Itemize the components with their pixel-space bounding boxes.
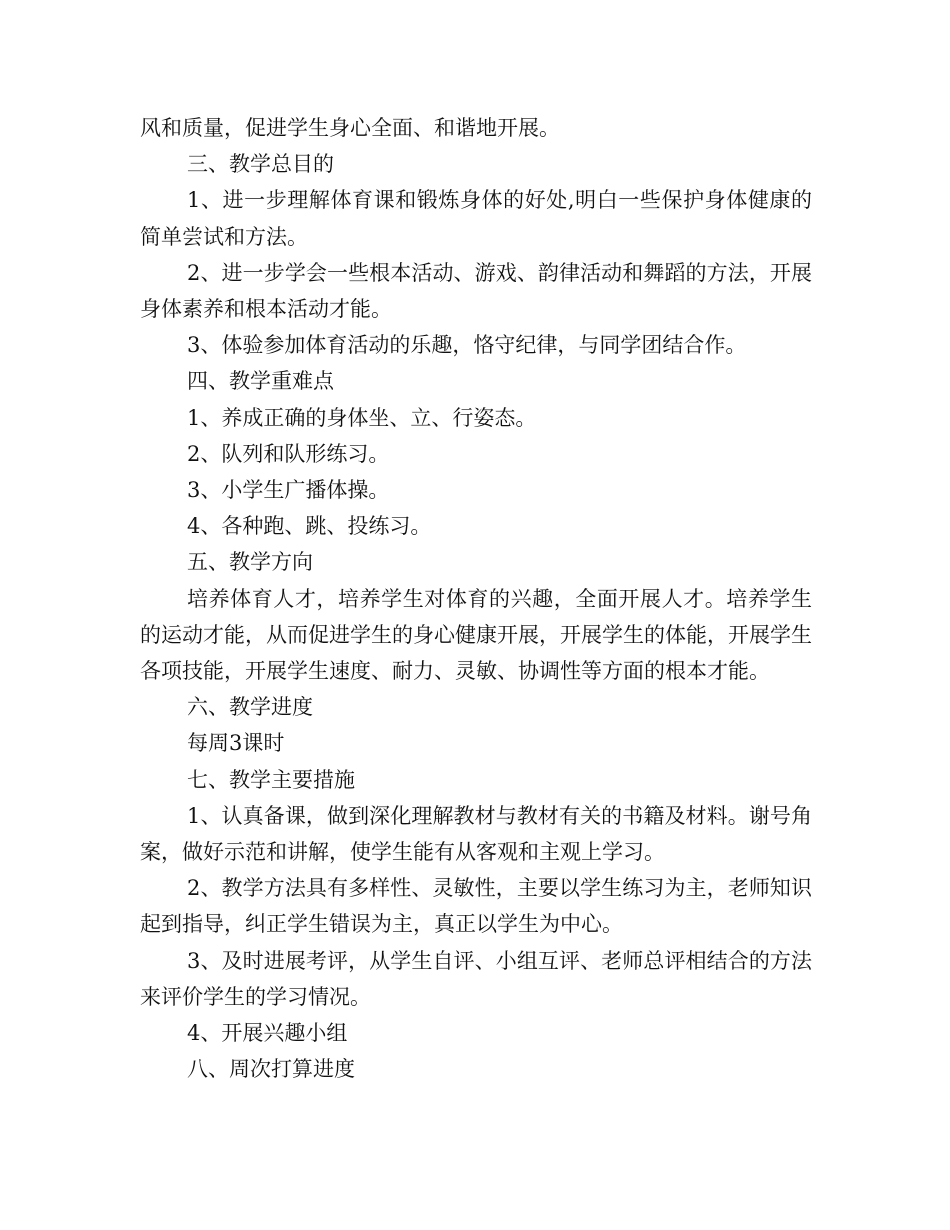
- goal-item-1: 1、进一步理解体育课和锻炼身体的好处,明白一些保护身体健康的简单尝试和方法。: [140, 188, 812, 249]
- section-heading-direction: 五、教学方向: [187, 550, 313, 575]
- measure-item-3: 3、及时进展考评，从学生自评、小组互评、老师总评相结合的方法来评价学生的学习情况。: [140, 948, 812, 1009]
- progress-paragraph: 每周3课时: [187, 731, 285, 756]
- measure-item-4: 4、开展兴趣小组: [187, 1021, 348, 1046]
- key-point-item-2: 2、队列和队形练习。: [187, 441, 390, 466]
- measure-item-2: 2、教学方法具有多样性、灵敏性，主要以学生练习为主，老师知识起到指导，纠正学生错误为主，真正以学生为中心。: [140, 876, 812, 937]
- section-heading-weekly-plan: 八、周次打算进度: [187, 1057, 355, 1082]
- key-point-item-3: 3、小学生广播体操。: [187, 478, 390, 503]
- goal-item-2: 2、进一步学会一些根本活动、游戏、韵律活动和舞蹈的方法，开展身体素养和根本活动才能。: [140, 260, 812, 322]
- section-heading-progress: 六、教学进度: [187, 695, 313, 720]
- document-page: [140, 110, 812, 1087]
- direction-paragraph: 培养体育人才，培养学生对体育的兴趣，全面开展人才。培养学生的运动才能，从而促进学生的身心健康开展，开展学生的体能，开展学生各项技能，开展学生速度、耐力、灵敏、协调性等方面的根本才能。: [140, 586, 812, 684]
- section-heading-key-points: 四、教学重难点: [187, 369, 334, 394]
- paragraph-continuation: 风和质量，促进学生身心全面、和谐地开展。: [140, 116, 560, 140]
- section-heading-measures: 七、教学主要措施: [187, 767, 355, 792]
- measure-item-1: 1、认真备课，做到深化理解教材与教材有关的书籍及材料。谢号角案，做好示范和讲解，使学生能有从客观和主观上学习。: [140, 803, 812, 865]
- goal-item-3: 3、体验参加体育活动的乐趣，恪守纪律，与同学团结合作。: [187, 333, 747, 358]
- key-point-item-1: 1、养成正确的身体坐、立、行姿态。: [187, 405, 537, 430]
- key-point-item-4: 4、各种跑、跳、投练习。: [187, 514, 432, 539]
- section-heading-goals: 三、教学总目的: [187, 152, 334, 177]
